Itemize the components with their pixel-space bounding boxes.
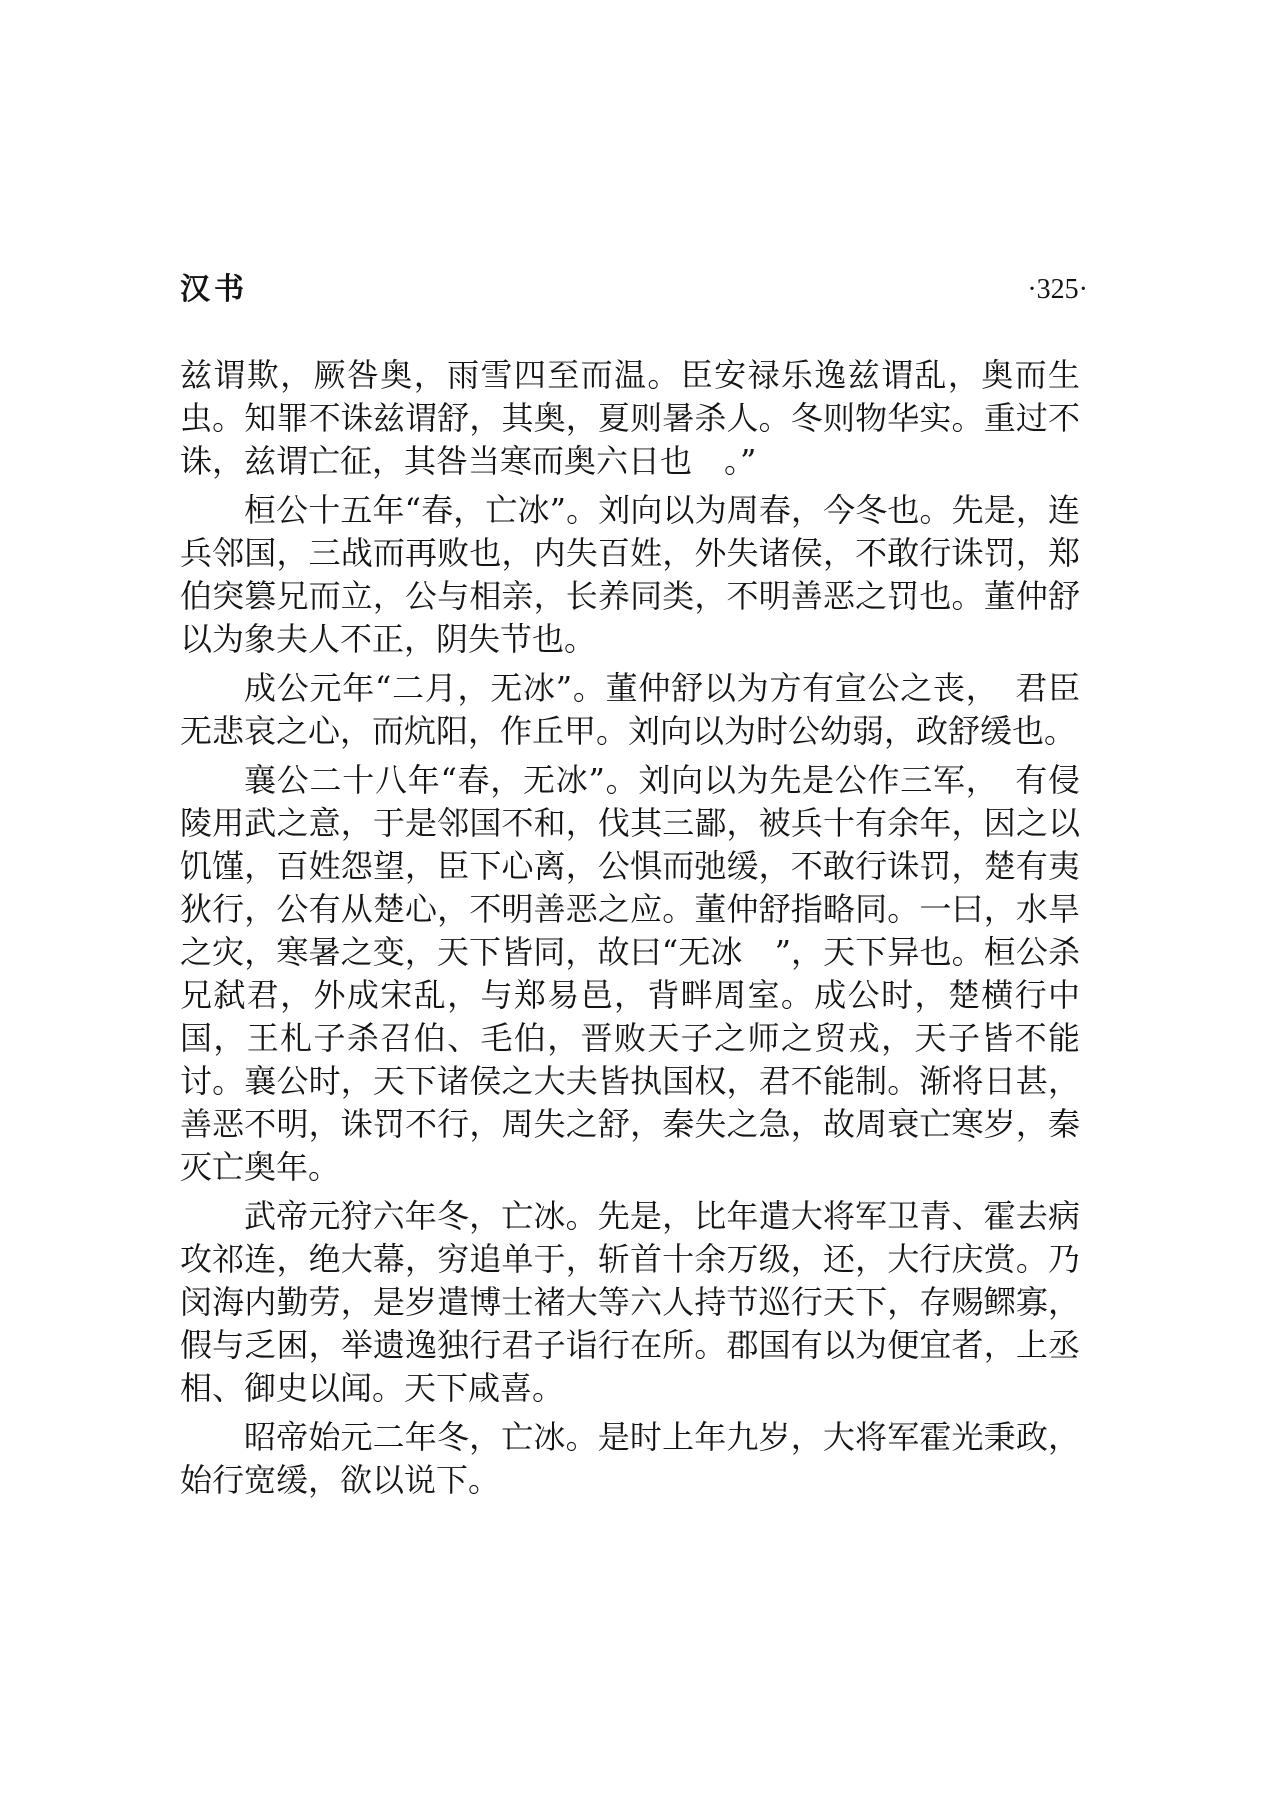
page-number: ·325· bbox=[1027, 274, 1088, 305]
paragraph-xiang-gong: 襄公二十八年“春，无冰”。刘向以为先是公作三军， 有侵陵用武之意，于是邻国不和，伐其三鄙，被兵十有余年，因之以饥馑，百姓怨望，臣下心离，公惧而弛缓，不敢行诛罚，楚有夷狄行，公有从楚心，不明善恶之应。董仲舒指略同。一曰，水旱之灾，寒暑之变，天下皆同，故曰“无冰 ”，天下异也。桓公杀兄弑君，外成宋乱，与郑易邑，背畔周室。成公时，楚横行中国，王札子杀召伯、毛伯，晋败天子之师之贸戎，天子皆不能讨。襄公时，天下诸侯之大夫皆执国权，君不能制。渐将日甚，善恶不明，诛罚不行，周失之舒，秦失之急，故周衰亡寒岁，秦灭亡奥年。 bbox=[180, 761, 1080, 1186]
body-text bbox=[180, 354, 1080, 1508]
paragraph-huan-gong: 桓公十五年“春，亡冰”。刘向以为周春，今冬也。先是，连兵邻国，三战而再败也，内失百姓，外失诸侯，不敢行诛罚，郑伯突篡兄而立，公与相亲，长养同类，不明善恶之罚也。董仲舒以为象夫人不正，阴失节也。 bbox=[180, 491, 1080, 658]
paragraph-cheng-gong: 成公元年“二月，无冰”。董仲舒以为方有宣公之丧， 君臣无悲哀之心，而炕阳，作丘甲。刘向以为时公幼弱，政舒缓也。 bbox=[180, 669, 1080, 750]
paragraph-wu-di: 武帝元狩六年冬，亡冰。先是，比年遣大将军卫青、霍去病攻祁连，绝大幕，穷追单于，斩首十余万级，还，大行庆赏。乃闵海内勤劳，是岁遣博士褚大等六人持节巡行天下，存赐鳏寡，假与乏困，举遗逸独行君子诣行在所。郡国有以为便宜者，上丞相、御史以闻。天下咸喜。 bbox=[180, 1197, 1080, 1407]
page-header bbox=[180, 268, 1088, 312]
paragraph-zhao-di: 昭帝始元二年冬，亡冰。是时上年九岁，大将军霍光秉政，始行宽缓，欲以说下。 bbox=[180, 1418, 1080, 1499]
paragraph-continuation: 兹谓欺，厥咎奥，雨雪四至而温。臣安禄乐逸兹谓乱，奥而生虫。知罪不诛兹谓舒，其奥，夏则暑杀人。冬则物华实。重过不诛，兹谓亡征，其咎当寒而奥六日也 。” bbox=[180, 356, 1080, 480]
book-title: 汉书 bbox=[180, 272, 248, 307]
